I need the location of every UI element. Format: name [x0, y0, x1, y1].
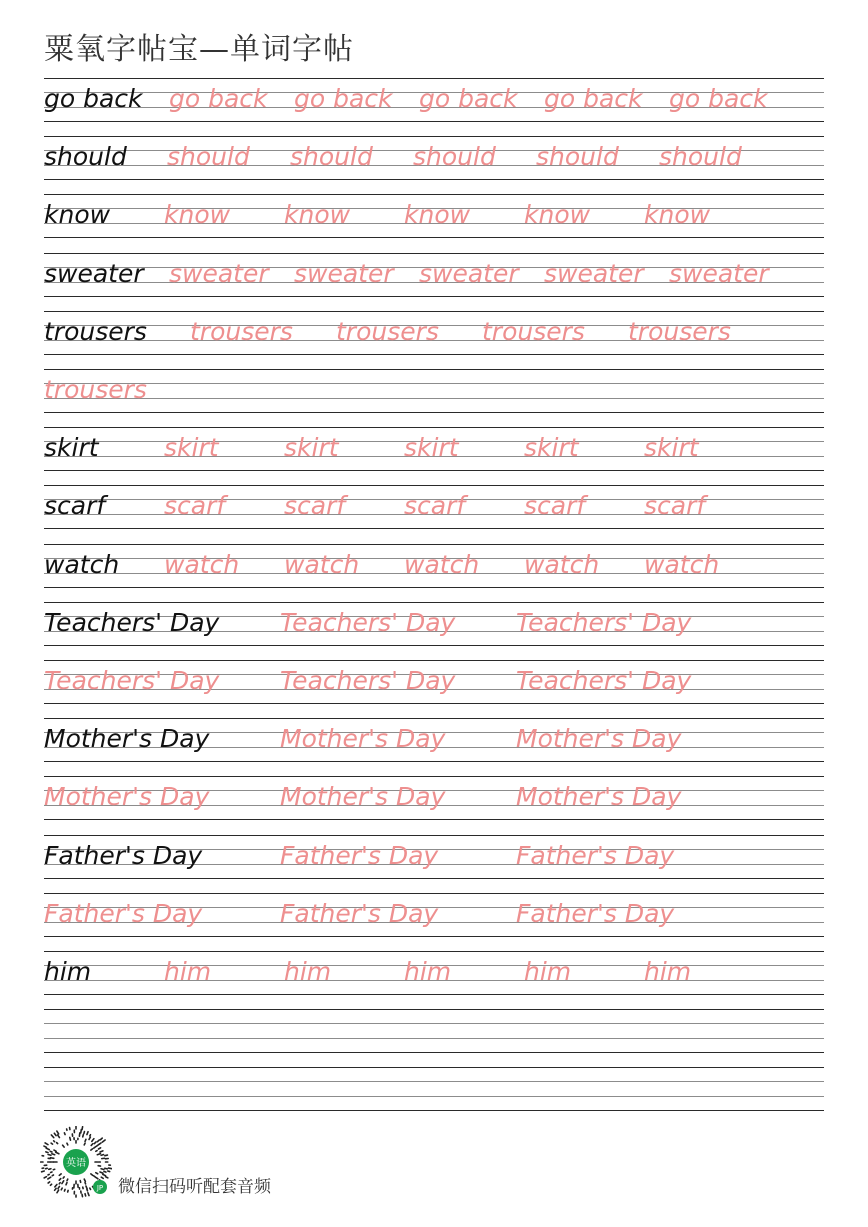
- trace-word: scarf: [644, 491, 706, 521]
- trace-word: know: [284, 200, 351, 230]
- trace-word: Mother's Day: [280, 782, 446, 812]
- trace-word: go back: [669, 84, 768, 113]
- trace-word: Mother's Day: [516, 724, 682, 754]
- copy-row: [44, 194, 824, 238]
- trace-word: watch: [404, 549, 480, 579]
- copy-row: [44, 893, 824, 937]
- model-word: know: [44, 200, 111, 230]
- trace-word: trousers: [628, 316, 731, 346]
- copy-row: [44, 835, 824, 879]
- footer-caption: 微信扫码听配套音频: [118, 1177, 271, 1197]
- trace-word: Teachers' Day: [280, 666, 456, 695]
- copy-row: [44, 1067, 824, 1111]
- trace-word: him: [164, 957, 212, 986]
- guide-line: [44, 761, 824, 762]
- trace-word: skirt: [524, 433, 579, 463]
- guide-line: [44, 878, 824, 879]
- word-line: [44, 373, 824, 407]
- guide-line: [44, 994, 824, 995]
- trace-word: go back: [419, 84, 518, 113]
- trace-word: know: [164, 200, 231, 230]
- guide-line: [44, 602, 824, 603]
- copy-row: [44, 776, 824, 820]
- guide-line: [44, 121, 824, 122]
- trace-word: him: [284, 957, 332, 986]
- guide-line: [44, 1067, 824, 1068]
- guide-line: [44, 194, 824, 195]
- copy-row: [44, 660, 824, 704]
- qr-code-icon[interactable]: [40, 1126, 112, 1198]
- model-word: skirt: [44, 433, 99, 463]
- guide-line: [44, 427, 824, 428]
- guide-line: [44, 237, 824, 238]
- trace-word: know: [524, 200, 591, 230]
- guide-line: [44, 136, 824, 137]
- trace-word: scarf: [524, 491, 586, 521]
- guide-line: [44, 893, 824, 894]
- guide-line: [44, 1110, 824, 1111]
- word-line: [44, 1013, 824, 1047]
- guide-line: [44, 660, 824, 661]
- guide-line: [44, 354, 824, 355]
- word-line: [44, 315, 824, 349]
- trace-word: go back: [544, 84, 643, 113]
- word-line: [44, 1071, 824, 1105]
- trace-word: him: [404, 957, 452, 986]
- guide-line: [44, 179, 824, 180]
- guide-line: [44, 718, 824, 719]
- trace-word: skirt: [164, 433, 219, 463]
- copy-row: [44, 311, 824, 355]
- model-word: Father's Day: [44, 840, 203, 870]
- model-word: watch: [44, 549, 120, 579]
- model-word: Teachers' Day: [44, 607, 220, 637]
- trace-word: Father's Day: [44, 898, 203, 928]
- trace-word: trousers: [44, 375, 147, 404]
- model-word: sweater: [44, 258, 144, 288]
- word-line: [44, 82, 824, 116]
- word-line: [44, 897, 824, 931]
- trace-word: should: [413, 142, 496, 172]
- trace-word: sweater: [169, 258, 269, 288]
- guide-line: [44, 369, 824, 370]
- guide-line: [44, 485, 824, 486]
- guide-line: [44, 819, 824, 820]
- footer: [40, 1126, 440, 1198]
- trace-word: Father's Day: [516, 840, 675, 870]
- trace-word: skirt: [404, 433, 459, 463]
- guide-line: [44, 1052, 824, 1053]
- trace-word: sweater: [669, 258, 769, 288]
- trace-word: him: [644, 957, 692, 986]
- trace-word: skirt: [284, 433, 339, 463]
- trace-word: know: [644, 200, 711, 230]
- trace-word: trousers: [482, 316, 585, 346]
- trace-word: Mother's Day: [516, 782, 682, 812]
- word-line: [44, 548, 824, 582]
- qr-badge-text: 英语: [66, 1158, 86, 1169]
- page-title: 粟氧字帖宝—单词字帖: [44, 32, 354, 67]
- guide-line: [44, 951, 824, 952]
- trace-word: Father's Day: [280, 898, 439, 928]
- copy-row: [44, 136, 824, 180]
- trace-word: Mother's Day: [280, 724, 446, 754]
- guide-line: [44, 78, 824, 79]
- trace-word: should: [290, 142, 373, 172]
- trace-word: go back: [294, 84, 393, 113]
- guide-line: [44, 470, 824, 471]
- guide-line: [44, 311, 824, 312]
- trace-word: Teachers' Day: [44, 666, 220, 695]
- copy-row: [44, 78, 824, 122]
- trace-word: go back: [169, 84, 268, 113]
- guide-line: [44, 412, 824, 413]
- guide-line: [44, 1009, 824, 1010]
- trace-word: sweater: [294, 258, 394, 288]
- copy-row: [44, 369, 824, 413]
- trace-word: watch: [524, 549, 600, 579]
- model-word: him: [44, 957, 92, 986]
- trace-word: scarf: [284, 491, 346, 521]
- trace-word: Teachers' Day: [280, 607, 456, 637]
- copy-row: [44, 485, 824, 529]
- word-line: [44, 780, 824, 814]
- copy-row: [44, 544, 824, 588]
- guide-line: [44, 253, 824, 254]
- trace-word: trousers: [336, 316, 439, 346]
- copy-row: [44, 1009, 824, 1053]
- trace-word: Father's Day: [280, 840, 439, 870]
- copy-row: [44, 427, 824, 471]
- trace-word: should: [167, 142, 250, 172]
- trace-word: Mother's Day: [44, 782, 210, 812]
- model-word: scarf: [44, 491, 106, 521]
- word-line: [44, 839, 824, 873]
- copy-row: [44, 253, 824, 297]
- guide-line: [44, 528, 824, 529]
- model-word: go back: [44, 84, 143, 113]
- word-line: [44, 722, 824, 756]
- trace-word: sweater: [544, 258, 644, 288]
- guide-line: [44, 587, 824, 588]
- word-line: [44, 257, 824, 291]
- trace-word: Father's Day: [516, 898, 675, 928]
- word-line: [44, 140, 824, 174]
- guide-line: [44, 835, 824, 836]
- model-word: should: [44, 142, 127, 172]
- model-word: trousers: [44, 316, 147, 346]
- word-line: [44, 955, 824, 989]
- trace-word: scarf: [164, 491, 226, 521]
- trace-word: him: [524, 957, 572, 986]
- trace-word: know: [404, 200, 471, 230]
- trace-word: Teachers' Day: [516, 666, 692, 695]
- trace-word: watch: [284, 549, 360, 579]
- guide-line: [44, 703, 824, 704]
- model-word: Mother's Day: [44, 724, 210, 754]
- word-line: [44, 606, 824, 640]
- trace-word: trousers: [190, 316, 293, 346]
- copy-row: [44, 718, 824, 762]
- trace-word: scarf: [404, 491, 466, 521]
- guide-line: [44, 776, 824, 777]
- guide-line: [44, 296, 824, 297]
- guide-line: [44, 645, 824, 646]
- guide-line: [44, 936, 824, 937]
- copy-row: [44, 951, 824, 995]
- trace-word: skirt: [644, 433, 699, 463]
- trace-word: Teachers' Day: [516, 607, 692, 637]
- trace-word: should: [536, 142, 619, 172]
- word-line: [44, 664, 824, 698]
- qr-corner-text: JP: [96, 1184, 104, 1192]
- trace-word: watch: [164, 549, 240, 579]
- word-line: [44, 489, 824, 523]
- guide-line: [44, 544, 824, 545]
- copy-row: [44, 602, 824, 646]
- word-line: [44, 198, 824, 232]
- word-line: [44, 431, 824, 465]
- trace-word: should: [659, 142, 742, 172]
- trace-word: watch: [644, 549, 720, 579]
- trace-word: sweater: [419, 258, 519, 288]
